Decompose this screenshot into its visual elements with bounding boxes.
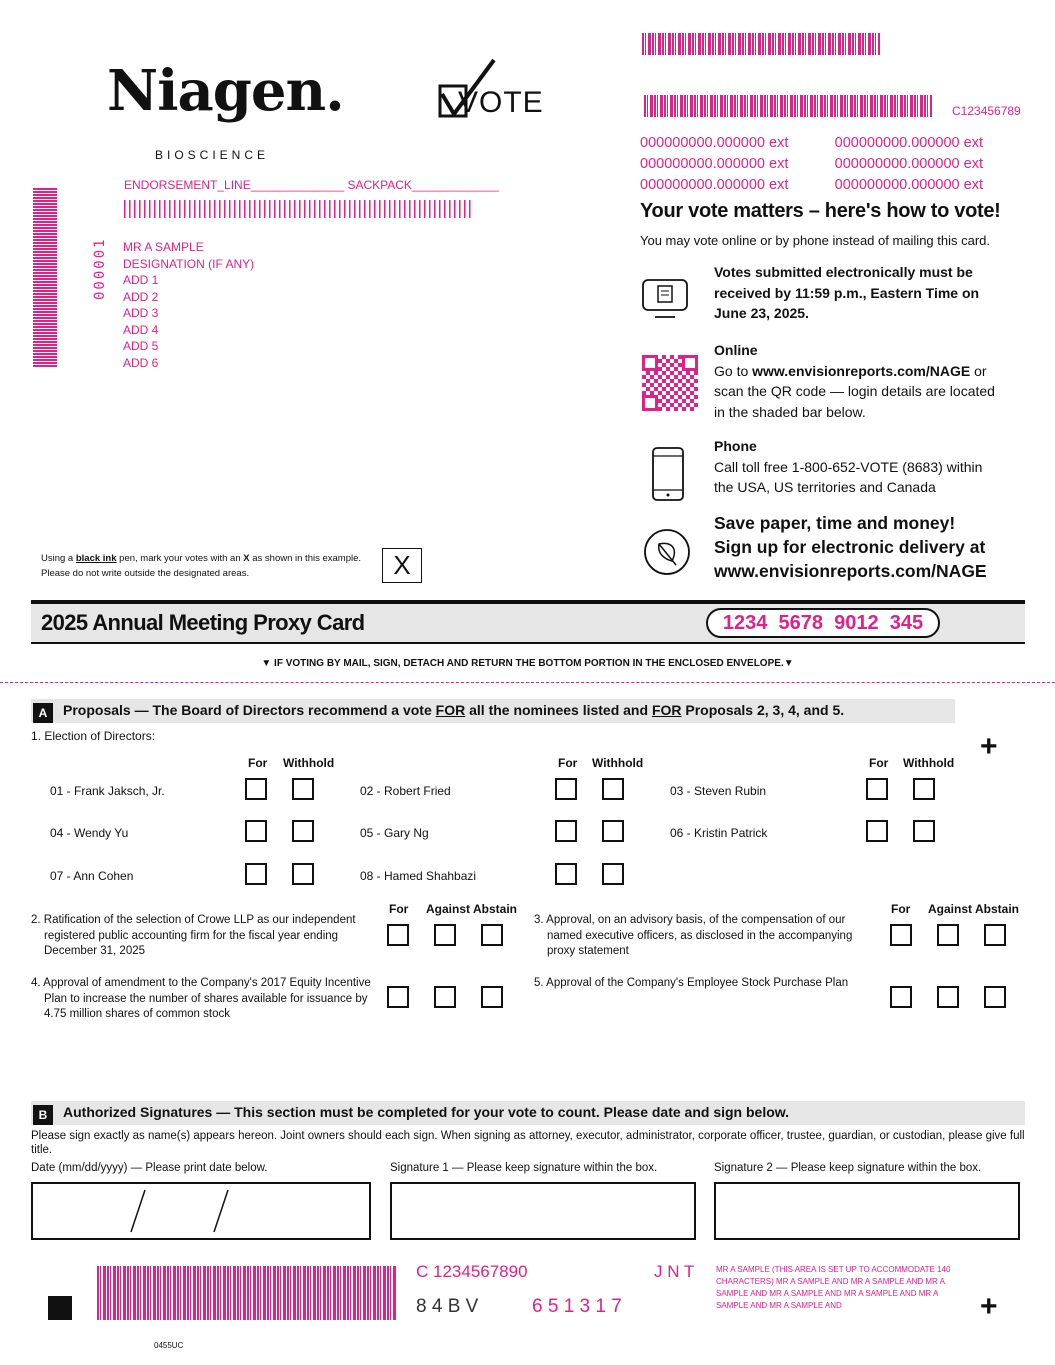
footer-code-2: 8 4 B V [416,1296,479,1317]
nominee-label: 03 - Steven Rubin [670,784,767,798]
nominee-label: 08 - Hamed Shahbazi [360,869,477,883]
signature-instructions: Please sign exactly as name(s) appears hereon. Joint owners should each sign. When signing as attorney, executor, administrator, corporate officer, trustee, guardian, or custodian, please give full title. [31,1130,1025,1156]
registration-square [48,1296,72,1320]
proposal-2-for-checkbox[interactable] [387,924,409,946]
address-line: ADD 5 [123,339,159,353]
proposal-4-for-checkbox[interactable] [387,986,409,1008]
nominee-label: 06 - Kristin Patrick [670,826,768,840]
signature-1-input[interactable] [390,1182,696,1240]
col-withhold: Withhold [592,756,644,770]
nominee-08-for-checkbox[interactable] [555,863,577,885]
proposal-3-abstain-checkbox[interactable] [984,924,1006,946]
address-line: ADD 4 [123,322,159,337]
endorsement-line: ENDORSEMENT_LINE______________ SACKPACK_____________ [124,178,499,192]
nominee-02-withhold-checkbox[interactable] [602,778,624,800]
col-abstain: Abstain [975,902,1020,916]
col-withhold: Withhold [283,756,335,770]
nominee-01-for-checkbox[interactable] [245,778,267,800]
nominee-label: 07 - Ann Cohen [50,869,134,883]
proposal-3-for-checkbox[interactable] [890,924,912,946]
proposal-2-text: 2. Ratification of the selection of Crowe LLP as our independent registered public accounting firm for the fiscal year ending December 31, 2025 [31,914,356,957]
account-code: C123456789 [952,104,1021,118]
vote-subline: You may vote online or by phone instead of mailing this card. [640,233,991,248]
paper-text: Sign up for electronic delivery at www.envisionreports.com/NAGE [714,537,987,581]
phone-icon [651,446,685,507]
footer-barcode [97,1266,397,1320]
nominee-06-withhold-checkbox[interactable] [913,820,935,842]
address-line: MR A SAMPLE [123,240,204,254]
ext-lines: 000000000.000000 ext 000000000.000000 ext 000000000.000000 ext 000000000.000000 ext 000000000.000000 ext 000000000.000000 ext [640,135,983,193]
date-label: Date (mm/dd/yyyy) — Please print date below. [31,1162,268,1174]
registration-mark: + [980,730,998,763]
address-line: ADD 2 [123,289,159,304]
nominee-label: 01 - Frank Jaksch, Jr. [50,784,165,798]
section-b-letter: B [33,1105,53,1125]
nominee-01-withhold-checkbox[interactable] [292,778,314,800]
col-abstain: Abstain [473,902,518,916]
date-separator [33,1184,369,1238]
nominee-03-for-checkbox[interactable] [866,778,888,800]
sig2-label: Signature 2 — Please keep signature within the box. [714,1162,982,1174]
paper-info [714,511,1014,583]
nominee-05-for-checkbox[interactable] [555,820,577,842]
mailing-address [123,239,254,371]
col-withhold: Withhold [903,756,955,770]
proposal-5-against-checkbox[interactable] [937,986,959,1008]
nominee-08-withhold-checkbox[interactable] [602,863,624,885]
signature-2-input[interactable] [714,1182,1020,1240]
vertical-barcode [33,187,57,367]
online-title: Online [714,342,758,358]
col-against: Against [426,902,471,916]
section-a-letter: A [33,703,53,723]
sig1-label: Signature 1 — Please keep signature within the box. [390,1162,658,1174]
registration-mark: + [980,1290,998,1323]
section-b-title: Authorized Signatures — This section must be completed for your vote to count. Please date and sign below. [63,1104,790,1120]
bioscience-label: BIOSCIENCE [155,148,270,162]
col-for: For [558,756,578,770]
account-barcode-top [642,33,880,55]
col-for: For [869,756,889,770]
nominee-label: 04 - Wendy Yu [50,826,129,840]
vote-logo-text: VOTE [458,86,544,119]
control-number: 1234 5678 9012 345 [706,608,940,638]
nominee-03-withhold-checkbox[interactable] [913,778,935,800]
section-a-title: Proposals — The Board of Directors recommend a vote FOR all the nominees listed and FOR Proposals 2, 3, 4, and 5. [63,702,845,718]
nominee-07-for-checkbox[interactable] [245,863,267,885]
online-url-link[interactable]: www.envisionreports.com/NAGE [752,362,971,379]
nominee-04-withhold-checkbox[interactable] [292,820,314,842]
proposal-3-against-checkbox[interactable] [937,924,959,946]
address-line: ADD 6 [123,355,159,370]
niagen-logo: Niagen. [107,58,344,124]
vote-headline: Your vote matters – here's how to vote! [640,200,1001,222]
footer-sample-text: MR A SAMPLE (THIS AREA IS SET UP TO ACCOMMODATE 140 CHARACTERS) MR A SAMPLE AND MR A SAMPLE AND MR A SAMPLE AND MR A SAMPLE AND MR A SAMPLE AND MR A SAMPLE AND MR A SAMPLE AND [716,1265,951,1310]
nominee-label: 05 - Gary Ng [360,826,429,840]
proposal-3-text: 3. Approval, on an advisory basis, of the compensation of our named executive officers, as disclosed in the accompanying proxy statement [534,914,853,957]
proposal-4-against-checkbox[interactable] [434,986,456,1008]
nominee-05-withhold-checkbox[interactable] [602,820,624,842]
perforation-line [0,682,1055,683]
paper-title: Save paper, time and money! [714,513,956,533]
online-info: Online Go to www.envisionreports.com/NAGE or scan the QR code — login details are located in the shaded bar below. [714,340,1004,422]
proposal-4-text: 4. Approval of amendment to the Company's 2017 Equity Incentive Plan to increase the number of shares available for issuance by 4.75 million shares of common stock [31,977,371,1020]
deadline-text: Votes submitted electronically must be received by 11:59 p.m., Eastern Time on June 23, 2025. [714,264,980,321]
detach-instructions: ▼ IF VOTING BY MAIL, SIGN, DETACH AND RETURN THE BOTTOM PORTION IN THE ENCLOSED ENVELOPE.▼ [261,658,794,669]
nominee-07-withhold-checkbox[interactable] [292,863,314,885]
date-input[interactable] [31,1182,371,1240]
proposal-2-against-checkbox[interactable] [434,924,456,946]
phone-info [714,436,1004,498]
proposal-4-abstain-checkbox[interactable] [481,986,503,1008]
leaf-icon [642,527,692,582]
phone-title: Phone [714,438,757,454]
address-line: ADD 3 [123,306,159,320]
proposal-5-for-checkbox[interactable] [890,986,912,1008]
col-for: For [389,902,409,916]
nominee-label: 02 - Robert Fried [360,784,451,798]
proposal-5-abstain-checkbox[interactable] [984,986,1006,1008]
proposal-5-text: 5. Approval of the Company's Employee Stock Purchase Plan [534,977,849,989]
card-title: 2025 Annual Meeting Proxy Card [41,610,365,635]
proposal-2-abstain-checkbox[interactable] [481,924,503,946]
nominee-04-for-checkbox[interactable] [245,820,267,842]
address-line: DESIGNATION (IF ANY) [123,256,255,271]
nominee-02-for-checkbox[interactable] [555,778,577,800]
marking-instructions: Using a black ink pen, mark your votes with an X as shown in this example. Please do not write outside the designated areas. [41,553,362,579]
col-against: Against [928,902,973,916]
account-barcode [644,95,932,117]
computer-icon [641,278,691,325]
vertical-sequence: 000001 [92,237,108,300]
col-for: For [248,756,268,770]
footer-code-3: 6 5 1 3 1 7 [532,1296,622,1317]
qr-code-icon [642,355,698,411]
address-line: ADD 1 [123,273,159,287]
footer-code-1: C 1234567890 [416,1262,528,1281]
election-label: 1. Election of Directors: [31,729,156,743]
nominee-06-for-checkbox[interactable] [866,820,888,842]
footer-jnt: J N T [654,1262,695,1281]
phone-text: Call toll free 1-800-652-VOTE (8683) within the USA, US territories and Canada [714,458,983,495]
col-for: For [891,902,911,916]
postal-barcode [124,200,474,218]
form-code: 0455UC [154,1341,184,1350]
example-mark-box: X [382,548,422,583]
vote-logo [438,58,544,120]
